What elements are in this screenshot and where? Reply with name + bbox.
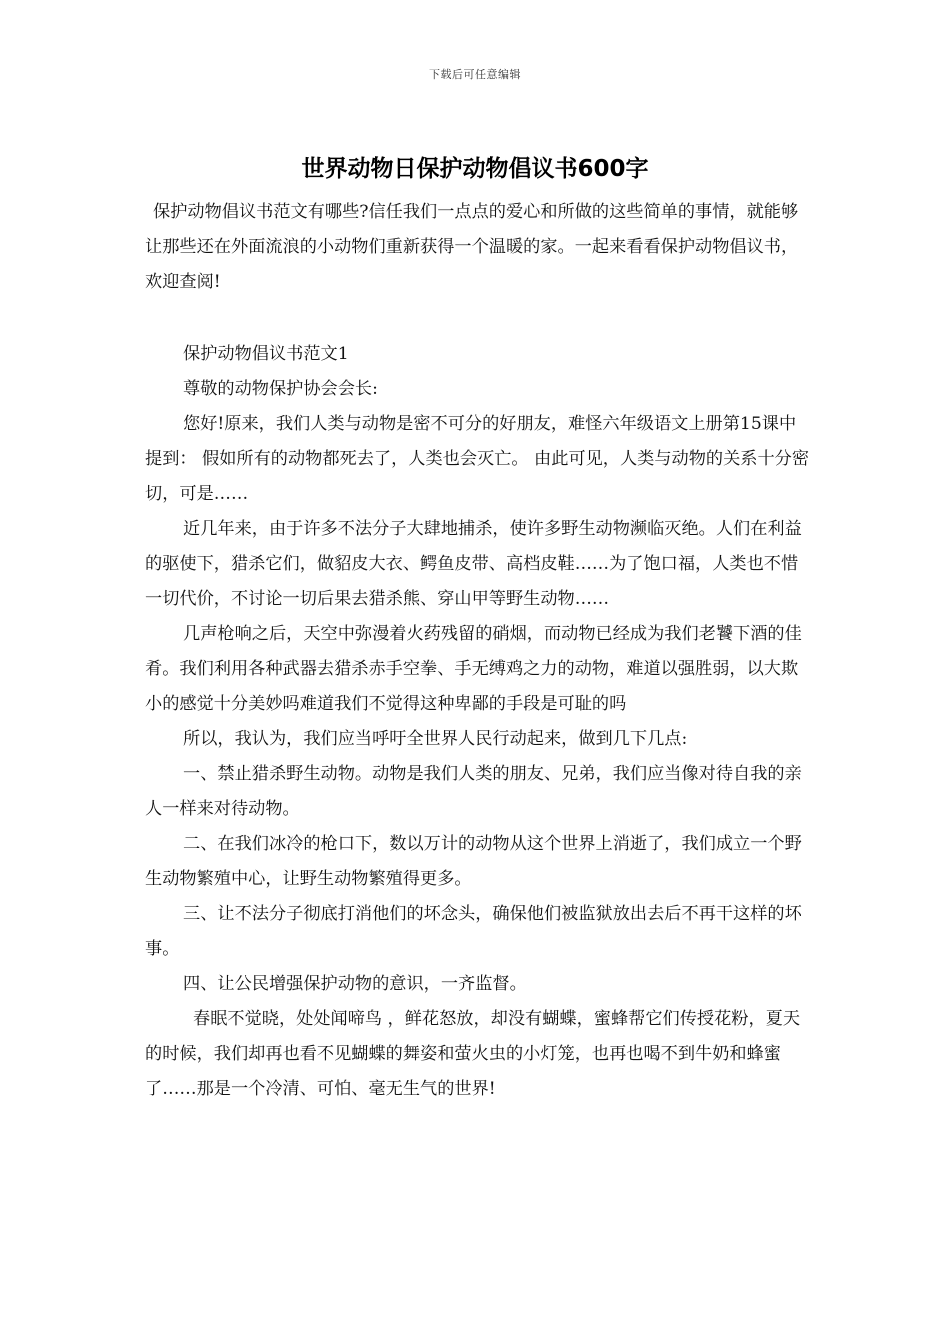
body-paragraph: 您好!原来，我们人类与动物是密不可分的好朋友，难怪六年级语文上册第15课中提到： 假如所有的动物都死去了，人类也会灭亡。 由此可见，人类与动物的关系十分密切，可是……	[145, 414, 810, 504]
body-paragraph: 近几年来，由于许多不法分子大肆地捕杀，使许多野生动物濒临灭绝。人们在利益的驱使下，猎杀它们，做貂皮大衣、鳄鱼皮带、高档皮鞋……为了饱口福，人类也不惜一切代价，不讨论一切后果去猎杀熊、穿山甲等野生动物……	[145, 519, 802, 609]
body-paragraph: 所以，我认为，我们应当呼吁全世界人民行动起来，做到几下几点:	[183, 729, 688, 749]
intro-paragraph: 保护动物倡议书范文有哪些?信任我们一点点的爱心和所做的这些简单的事情，就能够让那些还在外面流浪的小动物们重新获得一个温暖的家。一起来看看保护动物倡议书，欢迎查阅!	[145, 202, 799, 292]
body-paragraph: 几声枪响之后，天空中弥漫着火药残留的硝烟，而动物已经成为我们老饕下酒的佳肴。我们利用各种武器去猎杀赤手空拳、手无缚鸡之力的动物，难道以强胜弱，以大欺小的感觉十分美妙吗难道我们不觉得这种卑鄙的手段是可耻的吗	[145, 624, 802, 714]
document-body	[145, 337, 810, 1107]
proposal-item: 三、让不法分子彻底打消他们的坏念头，确保他们被监狱放出去后不再干这样的坏事。	[145, 904, 802, 959]
salutation: 尊敬的动物保护协会会长:	[183, 379, 378, 399]
proposal-item: 一、禁止猎杀野生动物。动物是我们人类的朋友、兄弟，我们应当像对待自我的亲人一样来对待动物。	[145, 764, 802, 819]
section-heading: 保护动物倡议书范文1	[183, 344, 349, 364]
document-title: 世界动物日保护动物倡议书600字	[301, 156, 649, 182]
proposal-item: 二、在我们冰冷的枪口下，数以万计的动物从这个世界上消逝了，我们成立一个野生动物繁殖中心，让野生动物繁殖得更多。	[145, 834, 802, 889]
proposal-item: 四、让公民增强保护动物的意识，一齐监督。	[183, 974, 527, 994]
body-paragraph: 春眠不觉晓，处处闻啼鸟 ，鲜花怒放，却没有蝴蝶，蜜蜂帮它们传授花粉，夏天的时候，我们却再也看不见蝴蝶的舞姿和萤火虫的小灯笼，也再也喝不到牛奶和蜂蜜了……那是一个冷清、可怕、毫无生气的世界!	[145, 1009, 801, 1099]
header-note: 下载后可任意编辑	[429, 68, 521, 81]
